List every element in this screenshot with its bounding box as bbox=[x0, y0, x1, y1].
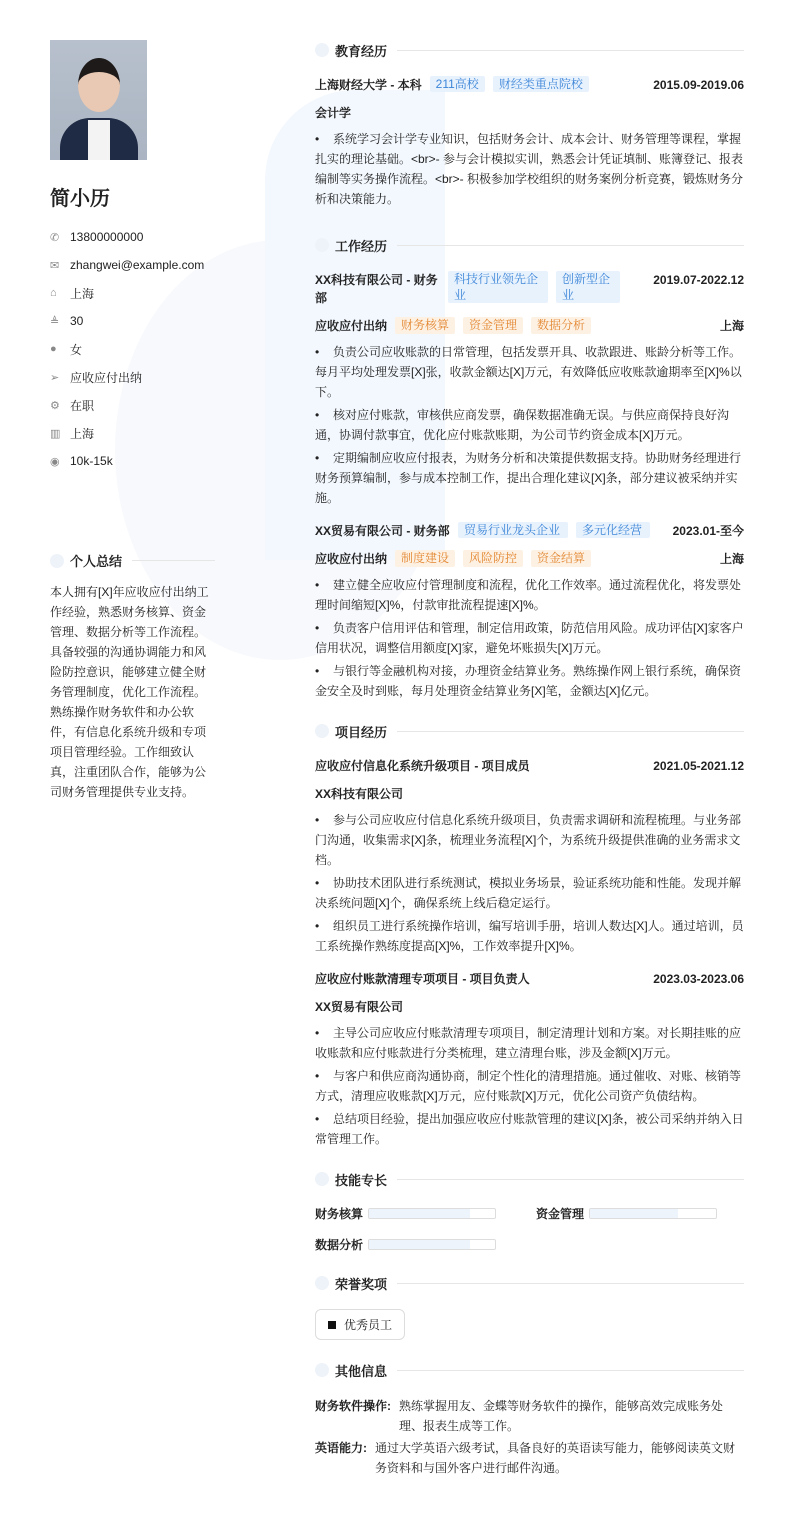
bullet: • 建立健全应收应付管理制度和流程，优化工作效率。通过流程优化，将发票处理时间缩短[X]%，付款审批流程提速[X]%。 bbox=[315, 575, 744, 615]
date: 2023.03-2023.06 bbox=[653, 972, 744, 986]
bullet: • 协助技术团队进行系统测试，模拟业务场景，验证系统功能和性能。发现并解决系统问题[X]个，确保系统上线后稳定运行。 bbox=[315, 873, 744, 913]
job-entry bbox=[315, 271, 744, 508]
skill-bar-fill bbox=[369, 1209, 470, 1218]
date: 2015.09-2019.06 bbox=[653, 78, 744, 92]
tag: 贸易行业龙头企业 bbox=[458, 522, 568, 538]
other-label: 英语能力: bbox=[315, 1441, 367, 1455]
info-city bbox=[50, 419, 215, 447]
summary-title: 个人总结 bbox=[70, 554, 123, 569]
sidebar bbox=[50, 40, 215, 802]
info-gender bbox=[50, 335, 215, 363]
award-badge bbox=[315, 1309, 405, 1340]
tag: 风险防控 bbox=[463, 550, 523, 567]
project-entry bbox=[315, 970, 744, 1149]
bullet: • 参与公司应收应付信息化系统升级项目，负责需求调研和流程梳理。与业务部门沟通，收集需求[X]条，梳理业务流程[X]个，为系统升级提供准确的业务需求文档。 bbox=[315, 810, 744, 870]
skill-bar bbox=[368, 1239, 496, 1250]
education-section bbox=[315, 40, 744, 209]
section-dot-icon bbox=[315, 724, 329, 738]
section-dot-icon bbox=[315, 238, 329, 252]
company: XX贸易有限公司 - 财务部 bbox=[315, 524, 450, 538]
date: 2021.05-2021.12 bbox=[653, 759, 744, 773]
bullet: • 核对应付账款，审核供应商发票，确保数据准确无误。与供应商保持良好沟通，协调付款事宜，优化应付账款账期，为公司节约资金成本[X]万元。 bbox=[315, 405, 744, 445]
job-entry bbox=[315, 522, 744, 701]
tag: 211高校 bbox=[430, 76, 485, 92]
gear-icon: ⚙ bbox=[50, 399, 60, 412]
section-dot-icon bbox=[315, 1276, 329, 1290]
company: XX科技有限公司 - 财务部 bbox=[315, 273, 438, 305]
section-title: 荣誉奖项 bbox=[335, 1276, 388, 1292]
section-title: 技能专长 bbox=[335, 1172, 388, 1188]
position-text: 应收应付出纳 bbox=[70, 370, 143, 385]
bullet: • 与银行等金融机构对接，办理资金结算业务。熟练操作网上银行系统，确保资金安全及时到账，每月处理资金结算业务[X]笔，金额达[X]亿元。 bbox=[315, 661, 744, 701]
info-salary bbox=[50, 447, 215, 475]
other-section bbox=[315, 1360, 744, 1478]
email-text: zhangwei@example.com bbox=[70, 258, 205, 272]
gender-text: 女 bbox=[70, 342, 83, 357]
main-content bbox=[315, 40, 744, 1498]
skill-item bbox=[315, 1236, 536, 1253]
age-text: 30 bbox=[70, 314, 84, 328]
bullet: • 与客户和供应商沟通协商，制定个性化的清理措施。通过催收、对账、核销等方式，清理应收账款[X]万元，应付账款[X]万元，优化公司资产负债结构。 bbox=[315, 1066, 744, 1106]
projects-section bbox=[315, 721, 744, 1149]
city: 上海 bbox=[719, 319, 744, 333]
avatar-photo bbox=[50, 40, 147, 160]
other-item bbox=[315, 1396, 744, 1436]
section-dot-icon bbox=[50, 554, 64, 568]
skills-section bbox=[315, 1169, 744, 1253]
role: 应收应付出纳 bbox=[315, 552, 388, 566]
tag: 资金结算 bbox=[531, 550, 591, 567]
other-item bbox=[315, 1438, 744, 1478]
tag: 财经类重点院校 bbox=[493, 76, 589, 92]
tag: 财务核算 bbox=[395, 317, 455, 334]
candidate-name: 简小历 bbox=[50, 188, 110, 210]
bullet: • 定期编制应收应付报表，为财务分析和决策提供数据支持。协助财务经理进行财务预算编制，参与成本控制工作，提出合理化建议[X]条，部分建议被采纳并实施。 bbox=[315, 448, 744, 508]
building-icon: ▥ bbox=[50, 427, 61, 440]
skill-bar-fill bbox=[369, 1240, 470, 1249]
person-icon: ● bbox=[50, 343, 57, 355]
send-icon: ➢ bbox=[50, 371, 60, 384]
school-name: 上海财经大学 - 本科 bbox=[315, 78, 422, 92]
tag: 创新型企业 bbox=[556, 271, 620, 303]
date: 2023.01-至今 bbox=[672, 524, 744, 538]
date: 2019.07-2022.12 bbox=[653, 273, 744, 287]
tag: 资金管理 bbox=[463, 317, 523, 334]
skill-bar bbox=[589, 1208, 717, 1219]
role: 应收应付出纳 bbox=[315, 319, 388, 333]
major: 会计学 bbox=[315, 106, 352, 120]
bullet: • 总结项目经验，提出加强应收应付账款管理的建议[X]条，被公司采纳并纳入日常管理工作。 bbox=[315, 1109, 744, 1149]
other-text: 熟练掌握用友、金蝶等财务软件的操作，能够高效完成账务处理、报表生成等工作。 bbox=[399, 1399, 724, 1433]
info-position bbox=[50, 363, 215, 391]
skill-name: 资金管理 bbox=[536, 1207, 585, 1221]
project-entry bbox=[315, 757, 744, 956]
bullet: • 负责公司应收账款的日常管理，包括发票开具、收款跟进、账龄分析等工作。每月平均处理发票[X]张，收款金额达[X]万元，有效降低应收账款逾期率至[X]%以下。 bbox=[315, 342, 744, 402]
project-name: 应收应付账款清理专项项目 - 项目负责人 bbox=[315, 972, 530, 986]
skill-item bbox=[536, 1205, 744, 1222]
summary-text: 本人拥有[X]年应收应付出纳工作经验，熟悉财务核算、资金管理、数据分析等工作流程。具备较强的沟通协调能力和风险防控意识，能够建立健全财务管理制度，优化工作流程。熟练操作财务软件和办公软件，有信息化系统升级和专项项目管理经验。工作细致认真，注重团队合作，能够为公司财务管理提供专业支持。 bbox=[50, 585, 209, 799]
info-status bbox=[50, 391, 215, 419]
org: XX科技有限公司 bbox=[315, 787, 404, 801]
tag: 制度建设 bbox=[395, 550, 455, 567]
project-name: 应收应付信息化系统升级项目 - 项目成员 bbox=[315, 759, 530, 773]
phone-text: 13800000000 bbox=[70, 230, 144, 244]
city: 上海 bbox=[719, 552, 744, 566]
info-age bbox=[50, 307, 215, 335]
bullet: • 主导公司应收应付账款清理专项项目，制定清理计划和方案。对长期挂账的应收账款和应付账款进行分类梳理，建立清理台账，涉及金额[X]万元。 bbox=[315, 1023, 744, 1063]
mail-icon: ✉ bbox=[50, 259, 60, 272]
work-section bbox=[315, 235, 744, 701]
section-title: 工作经历 bbox=[335, 238, 388, 254]
info-email bbox=[50, 251, 215, 279]
section-dot-icon bbox=[315, 43, 329, 57]
salary-text: 10k-15k bbox=[70, 454, 113, 468]
other-label: 财务软件操作: bbox=[315, 1399, 391, 1413]
section-title: 项目经历 bbox=[335, 724, 388, 740]
award-name: 优秀员工 bbox=[344, 1318, 393, 1332]
bullet: • 系统学习会计学专业知识，包括财务会计、成本会计、财务管理等课程，掌握扎实的理论基础。<br>- 参与会计模拟实训，熟悉会计凭证填制、账簿登记、报表编制等实务操作流程。<br>- 积极参加学校组织的财务案例分析竞赛，锻炼财务分析和决策能力。 bbox=[315, 129, 744, 209]
cake-icon: ≜ bbox=[50, 315, 60, 328]
org: XX贸易有限公司 bbox=[315, 1000, 404, 1014]
tag: 科技行业领先企业 bbox=[448, 271, 548, 303]
skill-name: 财务核算 bbox=[315, 1207, 364, 1221]
section-dot-icon bbox=[315, 1363, 329, 1377]
summary-header bbox=[50, 551, 215, 570]
city-text: 上海 bbox=[70, 426, 95, 441]
skill-name: 数据分析 bbox=[315, 1238, 364, 1252]
bullet: • 组织员工进行系统操作培训，编写培训手册，培训人数达[X]人。通过培训，员工系统操作熟练度提高[X]%，工作效率提升[X]%。 bbox=[315, 916, 744, 956]
info-location bbox=[50, 279, 215, 307]
home-icon: ⌂ bbox=[50, 287, 57, 299]
section-title: 教育经历 bbox=[335, 43, 388, 59]
square-icon bbox=[328, 1321, 336, 1329]
target-icon: ◉ bbox=[50, 455, 60, 468]
awards-section bbox=[315, 1273, 744, 1360]
skill-bar-fill bbox=[590, 1209, 678, 1218]
skill-item bbox=[315, 1205, 536, 1222]
tag: 多元化经营 bbox=[576, 522, 650, 538]
tag: 数据分析 bbox=[531, 317, 591, 334]
other-text: 通过大学英语六级考试，具备良好的英语读写能力，能够阅读英文财务资料和与国外客户进行邮件沟通。 bbox=[375, 1441, 736, 1475]
bullet: • 负责客户信用评估和管理，制定信用政策，防范信用风险。成功评估[X]家客户信用状况，调整信用额度[X]家，避免坏账损失[X]万元。 bbox=[315, 618, 744, 658]
info-phone bbox=[50, 223, 215, 251]
status-text: 在职 bbox=[70, 398, 95, 413]
location-text: 上海 bbox=[70, 286, 95, 301]
skill-bar bbox=[368, 1208, 496, 1219]
phone-icon: ✆ bbox=[50, 231, 60, 244]
section-dot-icon bbox=[315, 1172, 329, 1186]
section-title: 其他信息 bbox=[335, 1363, 388, 1379]
